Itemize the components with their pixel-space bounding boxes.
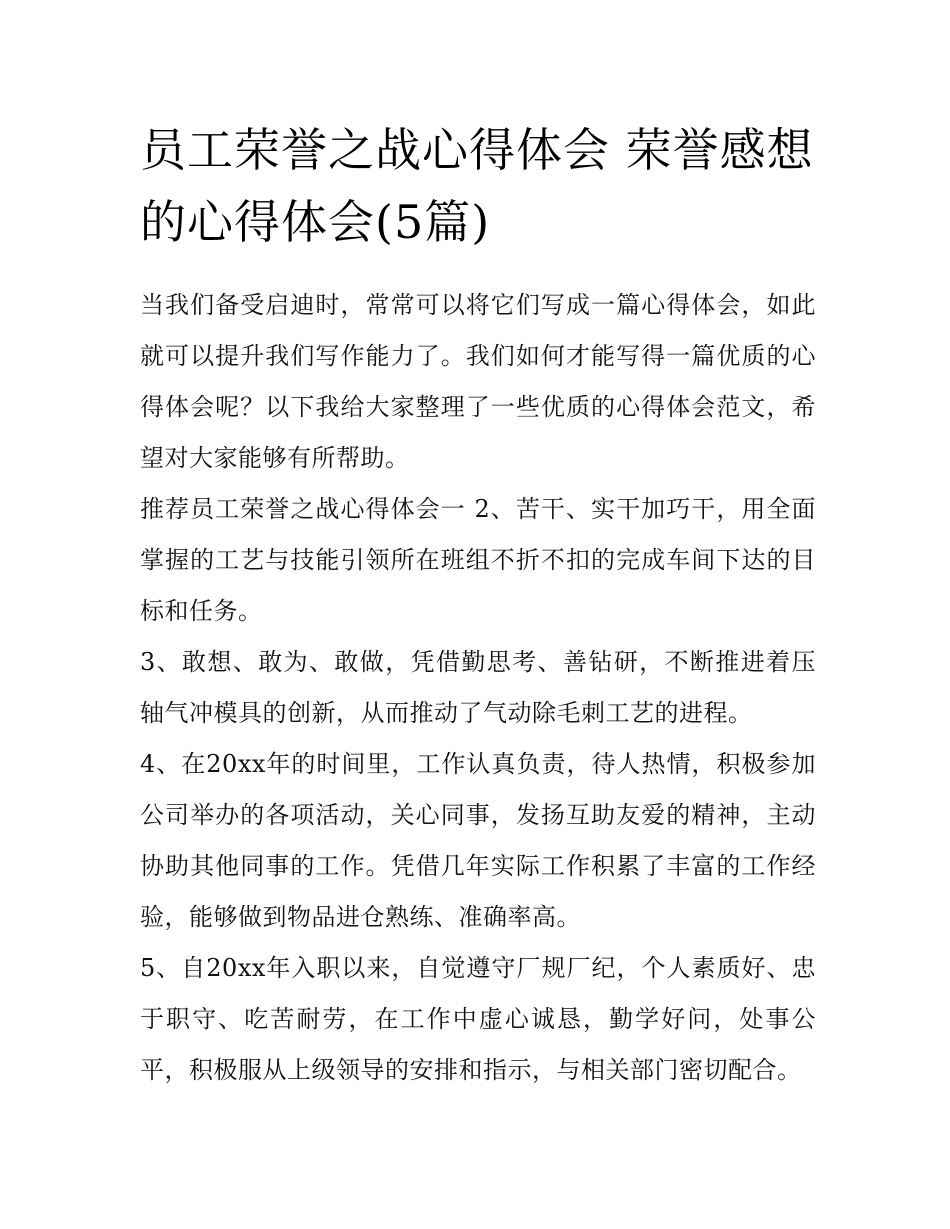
- paragraph-item-4: 4、在20xx年的时间里，工作认真负责，待人热情，积极参加公司举办的各项活动，关心同事，发扬互助友爱的精神，主动协助其他同事的工作。凭借几年实际工作积累了丰富的工作经验，能够做到物品进仓熟练、准确率高。: [140, 750, 816, 931]
- paragraph-item-5: 5、自20xx年入职以来，自觉遵守厂规厂纪，个人素质好、忠于职守、吃苦耐劳，在工作中虚心诚恳，勤学好问，处事公平，积极服从上级领导的安排和指示，与相关部门密切配合。: [140, 954, 816, 1084]
- intro-paragraph: 当我们备受启迪时，常常可以将它们写成一篇心得体会，如此就可以提升我们写作能力了。我们如何才能写得一篇优质的心得体会呢？以下我给大家整理了一些优质的心得体会范文，希望对大家能够有所帮助。: [140, 291, 816, 472]
- paragraph-item-2: 推荐员工荣誉之战心得体会一 2、苦干、实干加巧干，用全面掌握的工艺与技能引领所在班组不折不扣的完成车间下达的目标和任务。: [140, 495, 816, 625]
- paragraph-item-3: 3、敢想、敢为、敢做，凭借勤思考、善钻研，不断推进着压轴气冲模具的创新，从而推动了气动除毛刺工艺的进程。: [140, 648, 816, 727]
- document-title: 员工荣誉之战心得体会 荣誉感想的心得体会(5篇): [140, 123, 814, 249]
- document-body: [140, 280, 816, 1096]
